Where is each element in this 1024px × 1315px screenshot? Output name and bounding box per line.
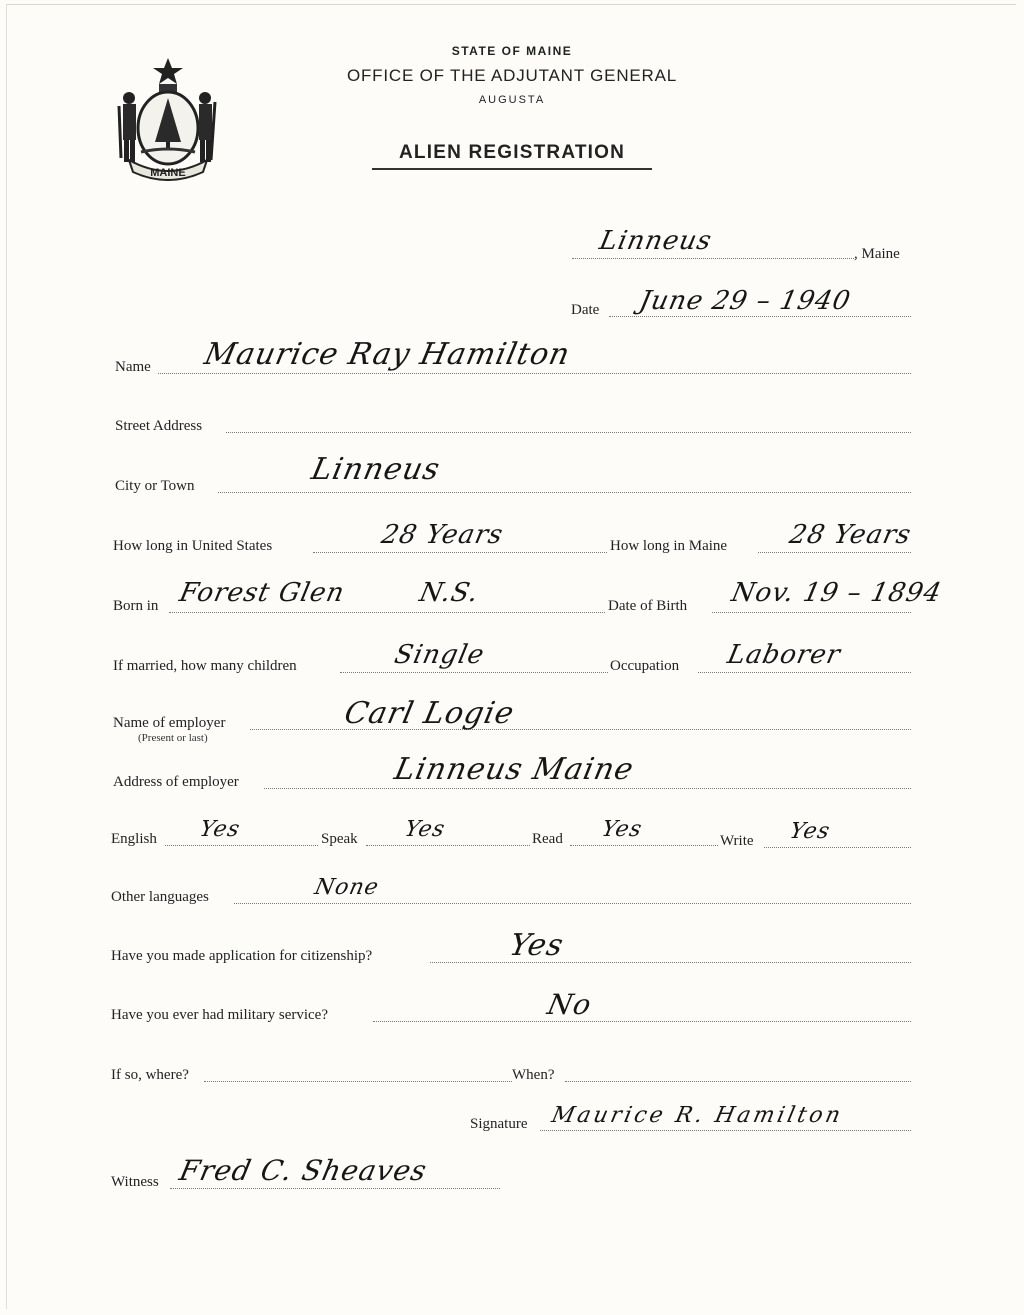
place-line — [572, 258, 854, 259]
when-line — [565, 1081, 911, 1082]
employer-name-sublabel: (Present or last) — [138, 732, 208, 744]
how-long-us-value[interactable]: 28 Years — [378, 520, 507, 550]
military-line — [373, 1021, 911, 1022]
speak-value[interactable]: Yes — [402, 817, 448, 842]
street-address-label: Street Address — [115, 418, 203, 434]
children-value[interactable]: Single — [391, 640, 488, 670]
date-of-birth-label: Date of Birth — [608, 598, 688, 614]
english-label: English — [111, 831, 157, 847]
citizenship-value[interactable]: Yes — [506, 928, 568, 963]
date-label: Date — [571, 302, 600, 318]
employer-name-label: Name of employer — [113, 715, 226, 731]
other-languages-label: Other languages — [111, 889, 209, 905]
page-border — [6, 4, 1016, 1309]
speak-line — [366, 845, 530, 846]
city-value[interactable]: Linneus — [308, 452, 444, 487]
name-label: Name — [115, 359, 151, 375]
children-label: If married, how many children — [113, 658, 297, 674]
born-in-line — [169, 612, 605, 613]
employer-name-value[interactable]: Carl Logie — [341, 696, 518, 731]
military-value[interactable]: No — [544, 988, 595, 1021]
if-so-where-label: If so, where? — [111, 1067, 189, 1083]
header-city: AUGUSTA — [478, 94, 546, 106]
read-value[interactable]: Yes — [599, 817, 645, 842]
citizenship-label: Have you made application for citizenship? — [111, 948, 373, 964]
employer-address-label: Address of employer — [113, 774, 239, 790]
date-value[interactable]: June 29 – 1940 — [636, 286, 854, 316]
header-state: STATE OF MAINE — [451, 44, 573, 58]
date-of-birth-line — [712, 612, 911, 613]
other-languages-line — [234, 903, 911, 904]
name-line — [158, 373, 911, 374]
if-so-where-line — [204, 1081, 512, 1082]
employer-address-value[interactable]: Linneus Maine — [391, 752, 638, 787]
citizenship-line — [430, 962, 911, 963]
write-value[interactable]: Yes — [787, 819, 833, 844]
other-languages-value[interactable]: None — [312, 875, 382, 900]
street-address-line — [226, 432, 911, 433]
signature-value[interactable]: Maurice R. Hamilton — [549, 1103, 846, 1128]
read-line — [570, 845, 718, 846]
when-label: When? — [512, 1067, 555, 1083]
how-long-maine-line — [758, 552, 911, 553]
place-value[interactable]: Linneus — [596, 226, 715, 256]
english-value[interactable]: Yes — [197, 817, 243, 842]
speak-label: Speak — [321, 831, 358, 847]
signature-label: Signature — [470, 1116, 528, 1132]
form-title: ALIEN REGISTRATION — [398, 142, 626, 163]
header-office: OFFICE OF THE ADJUTANT GENERAL — [346, 66, 678, 85]
city-line — [218, 492, 911, 493]
witness-line — [170, 1188, 500, 1189]
military-label: Have you ever had military service? — [111, 1007, 328, 1023]
born-in-province[interactable]: N.S. — [416, 578, 482, 608]
witness-value[interactable]: Fred C. Sheaves — [176, 1154, 431, 1187]
born-in-value[interactable]: Forest Glen — [176, 578, 348, 608]
occupation-value[interactable]: Laborer — [724, 640, 844, 670]
employer-address-line — [264, 788, 911, 789]
occupation-line — [698, 672, 911, 673]
place-suffix: , Maine — [854, 246, 900, 262]
born-in-label: Born in — [113, 598, 159, 614]
how-long-us-label: How long in United States — [113, 538, 273, 554]
witness-label: Witness — [111, 1174, 159, 1190]
city-label: City or Town — [115, 478, 195, 494]
title-underline — [372, 168, 652, 170]
date-of-birth-value[interactable]: Nov. 19 – 1894 — [728, 578, 945, 608]
write-line — [764, 847, 911, 848]
svg-text:MAINE: MAINE — [150, 167, 186, 179]
signature-line — [540, 1130, 911, 1131]
english-line — [165, 845, 318, 846]
date-line — [609, 316, 911, 317]
how-long-us-line — [313, 552, 607, 553]
read-label: Read — [532, 831, 563, 847]
write-label: Write — [720, 833, 754, 849]
how-long-maine-value[interactable]: 28 Years — [786, 520, 915, 550]
occupation-label: Occupation — [610, 658, 680, 674]
children-line — [340, 672, 608, 673]
how-long-maine-label: How long in Maine — [610, 538, 728, 554]
name-value[interactable]: Maurice Ray Hamilton — [201, 337, 574, 372]
